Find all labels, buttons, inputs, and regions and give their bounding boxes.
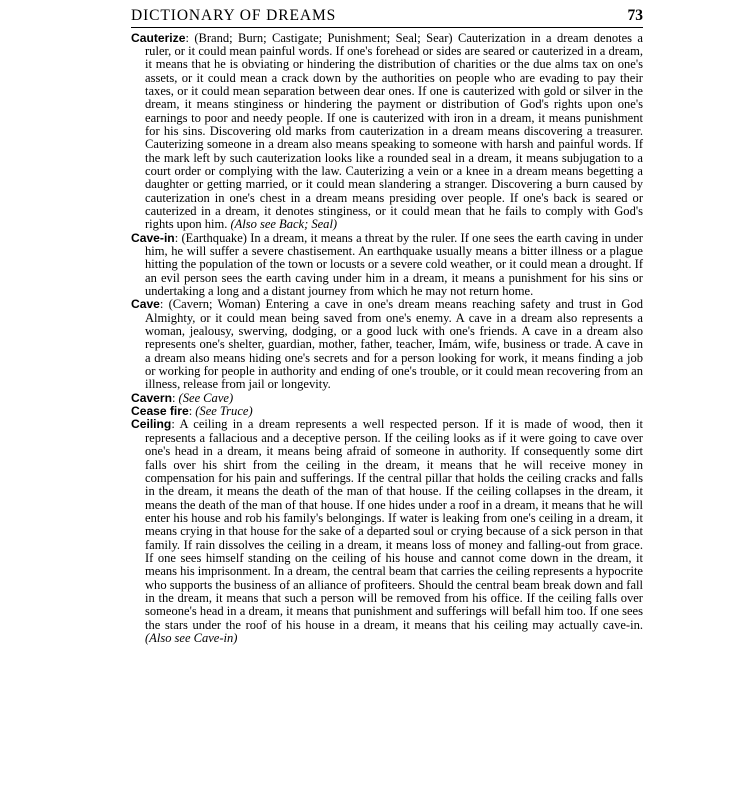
running-head: [131, 8, 643, 24]
entry-separator: :: [171, 417, 180, 432]
entry-separator: :: [174, 230, 182, 245]
page-content: [131, 8, 643, 645]
entry-body: A ceiling in a dream represents a well respected person. If it is made of wood, then it represents a fallacious and a deceptive person. If the ceiling looks as if it were going to cave over one's head in a dream, it means being afraid of someone in authority. If consequently some dirt falls over his shirt from the ceiling in the dream, it means that he will receive money in compensation for his pain and sufferings. If the central pillar that holds the ceiling cracks and falls in the dream, it means the death of the man of that house. If the ceiling collapses in the dream, it means the death of the man of that house. If one hides under a roof in a dream, it means that he will enter his house and rob his family's belongings. If water is leaking from one's ceiling in a dream, it means crying in that house for the sake of a departed soul or crying because of a sick person in that family. If rain dissolves the ceiling in a dream, it means loss of money and falling-out from grace. If one sees himself standing on the ceiling of his house and cannot come down in the dream, it means his imprisonment. In a dream, the central beam that carries the ceiling represents a hypocrite who supports the business of an alliance of profiteers. Should the central beam break down and fall in the dream, it means that such a person will be removed from his office. If the ceiling falls over someone's head in a dream, it means that punishment and sufferings will befall him too. If one sees the stars under the roof of his house in a dream, it means that his ceiling may actually cave-in.: [145, 417, 643, 632]
entry-headword: Cauterize: [131, 30, 186, 45]
entry-body: (Brand; Burn; Castigate; Punishment; Seal; Sear) Cauterization in a dream denotes a ruler, or it could mean painful words. If one's forehead or sides are seared or cauterized in a dream, it means that he is obviating or hindering the distribution of charities or the due alms tax on one's assets, or it could mean a crack down by the authorities on people who are evading to pay their taxes, or it could mean separation between dear ones. If one is cauterized with gold or silver in the dream, it means stinginess or hindering the payment or distribution of God's rights upon one's earnings to poor and needy people. If one is cauterized with iron in a dream, it means punishment for his sins. Discovering old marks from cauterization in a dream means discovering a treasurer. Cauterizing someone in a dream also means speaking to someone with harsh and painful words. If the mark left by such cauterization looks like a rounded seal in a dream, it means subjugation to a court order or complying with the law. Cauterizing a vein or a knee in a dream means begetting a daughter or getting married, or it could mean slandering a stranger. Discovering a burn caused by cauterization in one's chest in a dream means presiding over people. If one's back is seared or cauterized in a dream, it denotes stinginess, or it could mean that he fails to comply with God's rights upon him.: [145, 30, 643, 232]
dictionary-entry: [131, 32, 643, 232]
entry-headword: Ceiling: [131, 417, 172, 432]
dictionary-entry: [131, 232, 643, 299]
entry-headword: Cavern: [131, 390, 173, 405]
header-rule: [131, 27, 643, 28]
dictionary-entry: [131, 392, 643, 405]
entry-body: (Earthquake) In a dream, it means a threat by the ruler. If one sees the earth caving in under him, he will suffer a severe chastisement. An earthquake usually means a bitter illness or a plague hitting the population of the town or locusts or a severe cold weather, or it could mean a drought. If an evil person sees the earth caving under him in a dream, it means a punishment for his sins or undertaking a long and a distant journey from which he may not return home.: [145, 230, 643, 299]
page-number: 73: [627, 7, 643, 24]
entry-cross-reference: (See Cave): [178, 390, 234, 405]
entry-separator: :: [185, 30, 195, 45]
entry-list: [131, 32, 643, 646]
entry-separator: :: [172, 390, 179, 405]
running-head-title: DICTIONARY OF DREAMS: [131, 7, 337, 24]
entry-headword: Cease fire: [131, 404, 189, 419]
dictionary-entry: [131, 405, 643, 418]
entry-headword: Cave-in: [131, 230, 175, 245]
entry-cross-reference: (Also see Cave-in): [145, 630, 238, 645]
entry-separator: :: [159, 297, 169, 312]
entry-headword: Cave: [131, 297, 160, 312]
entry-separator: :: [188, 404, 196, 419]
dictionary-entry: [131, 298, 643, 391]
dictionary-entry: [131, 418, 643, 645]
entry-body: (Cavern; Woman) Entering a cave in one's dream means reaching safety and trust in God Almighty, or it could mean being saved from one's enemy. A cave in a dream also represents a woman, jealousy, swerving, dodging, or a good luck with one's friends. A cave in a dream also represents one's shelter, guardian, mother, father, teacher, Imám, wife, business or trade. A cave in a dream also means hiding one's secrets and for a person looking for work, it means finding a job or working for people in authority and ending of one's trouble, or it could mean recovering from an illness, release from jail or longevity.: [145, 297, 643, 392]
entry-cross-reference: (Also see Back; Seal): [230, 217, 338, 232]
entry-cross-reference: (See Truce): [195, 404, 253, 419]
